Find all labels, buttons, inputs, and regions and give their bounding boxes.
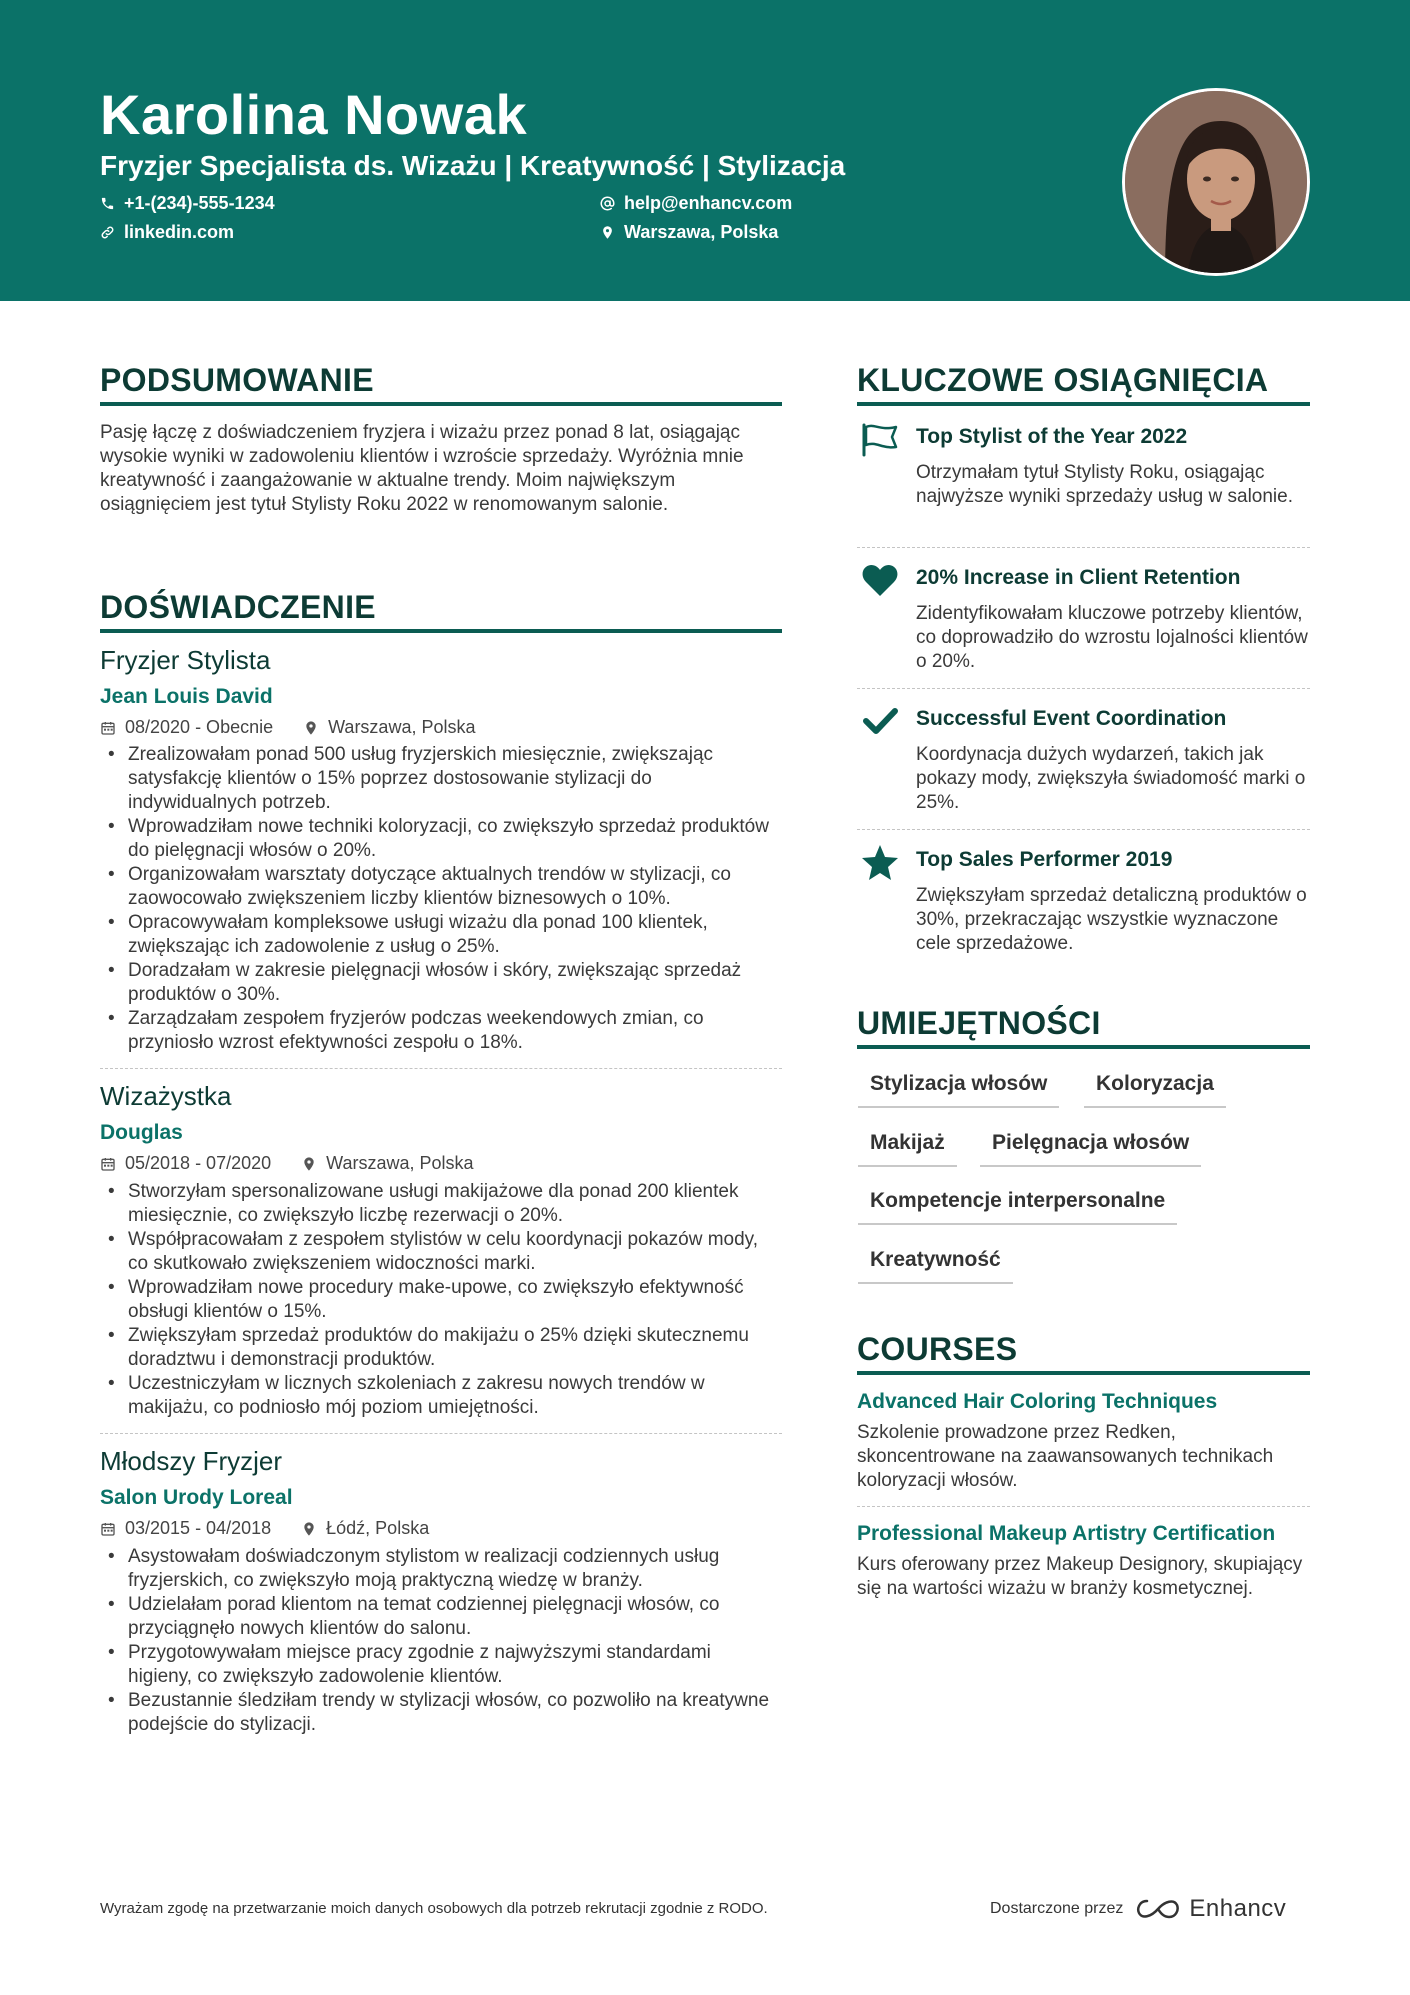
link-icon [100, 225, 115, 240]
header-banner [0, 0, 1410, 301]
star-icon [860, 842, 900, 882]
job-location: Warszawa, Polska [328, 717, 476, 737]
achievement-title: 20% Increase in Client Retention [916, 566, 1241, 589]
location-pin-icon [301, 1156, 317, 1172]
achievement-title: Top Sales Performer 2019 [916, 848, 1173, 871]
course-title: Advanced Hair Coloring Techniques [857, 1390, 1218, 1413]
linkedin-text: linkedin.com [124, 222, 235, 242]
achievements-heading: KLUCZOWE OSIĄGNIĘCIA [857, 362, 1269, 398]
skill-tag: Pielęgnacja włosów [980, 1131, 1201, 1167]
skill-tag: Koloryzacja [1084, 1072, 1226, 1108]
skill-tag: Makijaż [858, 1131, 957, 1167]
powered-by-label: Dostarczone przez [990, 1900, 1124, 1917]
checkmark-icon [860, 701, 900, 741]
location-pin-icon [303, 720, 319, 736]
job-location: Warszawa, Polska [326, 1153, 474, 1173]
summary-divider [100, 402, 782, 406]
achievement-text: Koordynacja dużych wydarzeń, takich jak pokazy mody, zwiększyła świadomość marki o 25%. [916, 744, 1306, 813]
list-item: • Uczestniczyłam w licznych szkoleniach z zakresu nowych trendów w makijażu, co podniosło mój poziom umiejętności. [100, 1372, 780, 1420]
course-text: Kurs oferowany przez Makeup Designory, skupiający się na wartości wizażu w branży kosmetycznej. [857, 1554, 1303, 1599]
flag-icon [860, 419, 900, 459]
contact-phone[interactable] [100, 193, 275, 214]
achievement-divider [857, 547, 1310, 548]
location-pin-icon [301, 1521, 317, 1537]
summary-heading: PODSUMOWANIE [100, 362, 374, 398]
contact-email[interactable] [600, 193, 792, 214]
email-text: help@enhancv.com [624, 193, 793, 213]
contact-location [600, 222, 778, 243]
job-title: Wizażystka [100, 1081, 232, 1111]
skill-tag: Stylizacja włosów [858, 1072, 1059, 1108]
list-item: • Organizowałam warsztaty dotyczące aktualnych trendów w stylizacji, co zaowocowało zwiększeniem liczby klientów biznesowych o 10%. [100, 863, 780, 911]
job-divider [100, 1433, 782, 1434]
job-company: Jean Louis David [100, 685, 273, 708]
list-item: • Bezustannie śledziłam trendy w stylizacji włosów, co pozwoliło na kreatywne podejście do stylizacji. [100, 1689, 780, 1737]
experience-divider [100, 629, 782, 633]
achievement-text: Otrzymałam tytuł Stylisty Roku, osiągając najwyższe wyniki sprzedaży usług w salonie. [916, 462, 1293, 507]
courses-divider [857, 1371, 1310, 1375]
skills-divider [857, 1045, 1310, 1049]
job-dates: 03/2015 - 04/2018 [125, 1518, 272, 1538]
list-item: • Zwiększyłam sprzedaż produktów do makijażu o 25% dzięki skutecznemu doradztwu i demonstracji produktów. [100, 1324, 780, 1372]
achievement-title: Successful Event Coordination [916, 707, 1227, 730]
list-item: • Współpracowałam z zespołem stylistów w celu koordynacji pokazów mody, co skutkowało zwiększeniem widoczności marki. [100, 1228, 780, 1276]
course-divider [857, 1506, 1310, 1507]
job-company: Douglas [100, 1121, 183, 1144]
calendar-icon [100, 1521, 116, 1537]
skills-heading: UMIEJĘTNOŚCI [857, 1005, 1101, 1041]
achievement-divider [857, 688, 1310, 689]
skill-tag: Kreatywność [858, 1248, 1013, 1284]
achievement-title: Top Stylist of the Year 2022 [916, 425, 1188, 448]
candidate-name: Karolina Nowak [100, 83, 528, 146]
experience-heading: DOŚWIADCZENIE [100, 589, 376, 625]
job-bullets [100, 1545, 780, 1737]
enhancv-logo [1135, 1895, 1286, 1923]
infinity-logo-icon [1135, 1897, 1181, 1921]
job-company: Salon Urody Loreal [100, 1486, 293, 1509]
course-text: Szkolenie prowadzone przez Redken, skoncentrowane na zaawansowanych technikach koloryzacji włosów. [857, 1422, 1274, 1491]
job-meta [100, 1518, 429, 1539]
list-item: • Zarządzałam zespołem fryzjerów podczas weekendowych zmian, co przyniosło wzrost efektywności zespołu o 18%. [100, 1007, 780, 1055]
phone-text: +1-(234)-555-1234 [124, 193, 275, 213]
achievements-divider [857, 402, 1310, 406]
summary-text: Pasję łączę z doświadczeniem fryzjera i wizażu przez ponad 8 lat, osiągając wysokie wyniki w zadowoleniu klientów i wzroście sprzedaży. Wyróżnia mnie kreatywność i zaangażowanie w aktualne trendy. Moim największym osiągnięciem jest tytuł Stylisty Roku 2022 w renomowanym salonie. [100, 422, 744, 515]
list-item: • Opracowywałam kompleksowe usługi wizażu dla ponad 100 klientek, zwiększając ich zadowolenie z usług o 25%. [100, 911, 780, 959]
phone-icon [100, 196, 115, 211]
candidate-tagline: Fryzjer Specjalista ds. Wizażu | Kreatywność | Stylizacja [100, 150, 846, 181]
achievement-divider [857, 829, 1310, 830]
job-meta [100, 717, 475, 738]
achievement-text: Zwiększyłam sprzedaż detaliczną produktów o 30%, przekraczając wszystkie wyznaczone cele sprzedażowe. [916, 885, 1307, 954]
list-item: • Wprowadziłam nowe procedury make-upowe, co zwiększyło efektywność obsługi klientów o 15%. [100, 1276, 780, 1324]
powered-by[interactable] [990, 1895, 1286, 1923]
list-item: • Stworzyłam spersonalizowane usługi makijażowe dla ponad 200 klientek miesięcznie, co zwiększyło liczbę rezerwacji o 20%. [100, 1180, 780, 1228]
list-item: • Zrealizowałam ponad 500 usług fryzjerskich miesięcznie, zwiększając satysfakcję klientów o 15% poprzez dostosowanie stylizacji do indywidualnych potrzeb. [100, 743, 780, 815]
job-title: Młodszy Fryzjer [100, 1446, 283, 1476]
location-text: Warszawa, Polska [624, 222, 779, 242]
at-sign-icon [600, 196, 615, 211]
job-title: Fryzjer Stylista [100, 645, 271, 675]
gdpr-consent: Wyrażam zgodę na przetwarzanie moich danych osobowych dla potrzeb rekrutacji zgodnie z RODO. [100, 1900, 768, 1917]
calendar-icon [100, 720, 116, 736]
job-meta [100, 1153, 474, 1174]
job-divider [100, 1068, 782, 1069]
brand-name: Enhancv [1189, 1895, 1287, 1922]
job-location: Łódź, Polska [326, 1518, 430, 1538]
list-item: • Doradzałam w zakresie pielęgnacji włosów i skóry, zwiększając sprzedaż produktów o 30%. [100, 959, 780, 1007]
profile-photo [1122, 88, 1310, 276]
courses-heading: COURSES [857, 1331, 1018, 1367]
contact-linkedin[interactable] [100, 222, 234, 243]
job-dates: 05/2018 - 07/2020 [125, 1153, 272, 1173]
skill-tag: Kompetencje interpersonalne [858, 1189, 1177, 1225]
location-pin-icon [600, 225, 615, 240]
job-bullets [100, 1180, 780, 1420]
achievement-text: Zidentyfikowałam kluczowe potrzeby klientów, co doprowadziło do wzrostu lojalności klientów o 20%. [916, 603, 1308, 672]
calendar-icon [100, 1156, 116, 1172]
job-bullets [100, 743, 780, 1055]
course-title: Professional Makeup Artistry Certification [857, 1522, 1276, 1545]
list-item: • Przygotowywałam miejsce pracy zgodnie z najwyższymi standardami higieny, co zwiększyło zadowolenie klientów. [100, 1641, 780, 1689]
job-dates: 08/2020 - Obecnie [125, 717, 274, 737]
list-item: • Wprowadziłam nowe techniki koloryzacji, co zwiększyło sprzedaż produktów do pielęgnacji włosów o 20%. [100, 815, 780, 863]
list-item: • Udzielałam porad klientom na temat codziennej pielęgnacji włosów, co przyciągnęło nowych klientów do salonu. [100, 1593, 780, 1641]
list-item: • Asystowałam doświadczonym stylistom w realizacji codziennych usług fryzjerskich, co zwiększyło moją praktyczną wiedzę w branży. [100, 1545, 780, 1593]
heart-icon [860, 560, 900, 600]
